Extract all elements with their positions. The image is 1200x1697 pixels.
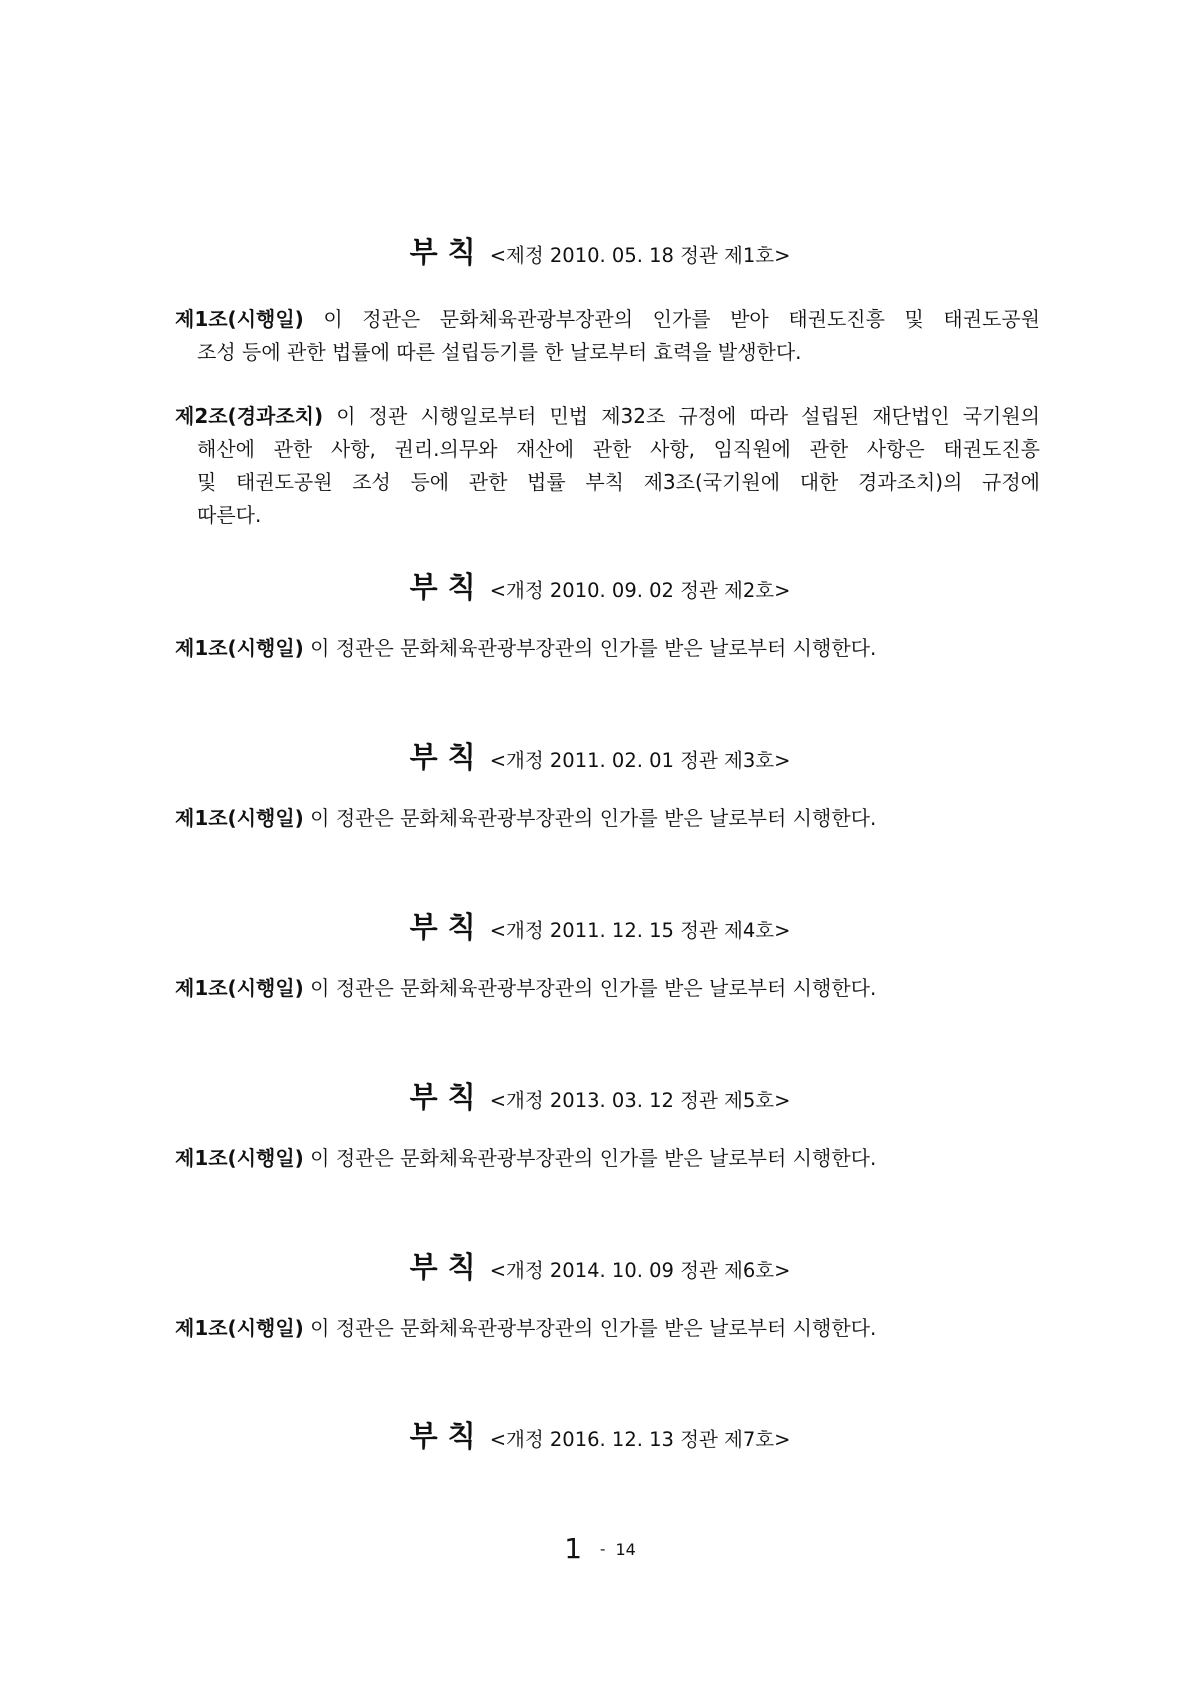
article-text: 이 정관은 문화체육관광부장관의 인가를 받아 태권도진흥 및 태권도공원 [303,307,1040,331]
article-label: 제1조(시행일) [175,806,304,830]
article-line [175,972,1040,1005]
article-2-1 [175,632,1040,665]
page-number [0,1532,1200,1565]
addendum-heading-2 [0,565,1200,606]
addendum-subtitle: <개정 2010. 09. 02 정관 제2호> [489,579,791,602]
addendum-subtitle: <개정 2014. 10. 09 정관 제6호> [489,1259,791,1282]
addendum-heading-4 [0,905,1200,946]
addendum-title: 부 칙 [409,740,476,774]
article-label: 제2조(경과조치) [175,404,324,428]
article-1-2 [175,400,1040,532]
addendum-title: 부 칙 [409,235,476,269]
article-line [175,400,1040,433]
article-line [175,303,1040,336]
article-text: 이 정관은 문화체육관광부장관의 인가를 받은 날로부터 시행한다. [303,1316,877,1340]
addendum-heading-6 [0,1245,1200,1286]
article-4-1 [175,972,1040,1005]
article-line [175,802,1040,835]
addendum-heading-7 [0,1414,1200,1455]
article-label: 제1조(시행일) [175,1146,304,1170]
article-1-1 [175,303,1040,369]
article-text: 이 정관 시행일로부터 민법 제32조 규정에 따라 설립된 재단법인 국기원의 [323,404,1040,428]
addendum-subtitle: <개정 2013. 03. 12 정관 제5호> [489,1089,791,1112]
addendum-title: 부 칙 [409,1080,476,1114]
article-text: 이 정관은 문화체육관광부장관의 인가를 받은 날로부터 시행한다. [303,976,877,1000]
article-line: 및 태권도공원 조성 등에 관한 법률 부칙 제3조(국기원에 대한 경과조치)의 규정에 [197,470,1040,494]
addendum-subtitle: <개정 2011. 02. 01 정관 제3호> [489,749,791,772]
addendum-title: 부 칙 [409,570,476,604]
article-line: 조성 등에 관한 법률에 따른 설립등기를 한 날로부터 효력을 발생한다. [197,340,802,364]
addendum-heading-5 [0,1075,1200,1116]
article-label: 제1조(시행일) [175,636,304,660]
article-text: 이 정관은 문화체육관광부장관의 인가를 받은 날로부터 시행한다. [303,636,877,660]
article-6-1 [175,1312,1040,1345]
article-line: 따른다. [197,503,262,527]
addendum-title: 부 칙 [409,1250,476,1284]
article-3-1 [175,802,1040,835]
article-label: 제1조(시행일) [175,307,304,331]
article-line [175,1312,1040,1345]
page-number-separator: - [600,1540,606,1558]
article-line [175,1142,1040,1175]
article-text: 이 정관은 문화체육관광부장관의 인가를 받은 날로부터 시행한다. [303,806,877,830]
addendum-heading-1 [0,230,1200,271]
article-5-1 [175,1142,1040,1175]
addendum-title: 부 칙 [409,1419,476,1453]
addendum-subtitle: <제정 2010. 05. 18 정관 제1호> [489,244,791,267]
page-number-main: 1 [564,1532,583,1565]
article-text: 이 정관은 문화체육관광부장관의 인가를 받은 날로부터 시행한다. [303,1146,877,1170]
article-label: 제1조(시행일) [175,976,304,1000]
addendum-title: 부 칙 [409,910,476,944]
article-line [175,632,1040,665]
addendum-subtitle: <개정 2011. 12. 15 정관 제4호> [489,919,791,942]
article-label: 제1조(시행일) [175,1316,304,1340]
addendum-subtitle: <개정 2016. 12. 13 정관 제7호> [489,1428,791,1451]
addendum-heading-3 [0,735,1200,776]
page-number-sub: 14 [615,1540,636,1559]
article-line: 해산에 관한 사항, 권리.의무와 재산에 관한 사항, 임직원에 관한 사항은 태권도진흥 [197,437,1040,461]
